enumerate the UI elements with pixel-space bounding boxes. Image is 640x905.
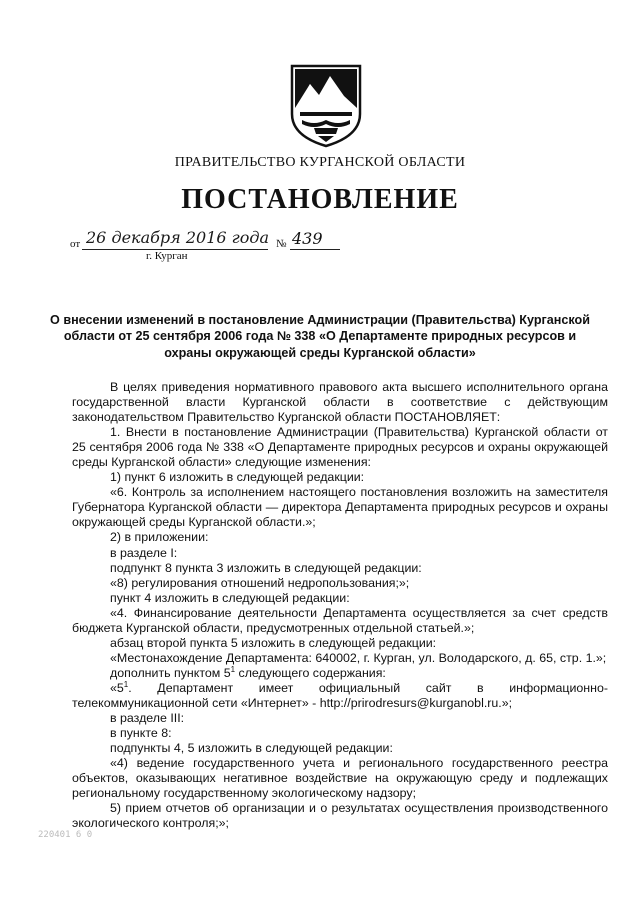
body-paragraph: «4. Финансирование деятельности Департамента осуществляется за счет средств бюджета Курганской области, предусмотренных отдельной статьей.»;	[72, 605, 608, 635]
body-paragraph: подпункт 8 пункта 3 изложить в следующей редакции:	[110, 560, 422, 575]
body-paragraph: пункт 4 изложить в следующей редакции:	[110, 590, 350, 605]
text-run: дополнить пунктом 5	[110, 665, 231, 680]
text-run: . Департамент имеет официальный сайт в информационно-телекоммуникационной сети «Интернет» - http://prirodresurs@kurganobl.ru.»;	[72, 680, 608, 710]
body-paragraph: в пункте 8:	[110, 726, 172, 741]
government-name: ПРАВИТЕЛЬСТВО КУРГАНСКОЙ ОБЛАСТИ	[174, 155, 466, 170]
body-paragraph: «8) регулирования отношений недропользования;»;	[110, 575, 410, 590]
scan-stamp: 220401 6 0	[38, 830, 93, 840]
handwritten-date: 26 декабря 2016 года	[86, 228, 270, 247]
date-prefix: от	[70, 238, 81, 250]
city-label: г. Курган	[146, 250, 188, 262]
body-paragraph: «4) ведение государственного учета и регионального государственного реестра объектов, оказывающих негативное воздействие на окружающую среду и подлежащих региональному государственному экологическому надзору;	[72, 756, 608, 801]
text-run: «5	[110, 680, 124, 695]
text-run: следующего содержания:	[235, 665, 386, 680]
superscript: 1	[230, 664, 236, 674]
number-underline	[290, 249, 340, 250]
handwritten-number: 439	[292, 229, 323, 248]
number-label: №	[276, 238, 287, 250]
body-paragraph	[72, 681, 608, 711]
body-paragraph: «Местонахождение Департамента: 640002, г. Курган, ул. Володарского, д. 65, стр. 1.»;	[110, 650, 607, 665]
body-paragraph: 2) в приложении:	[110, 530, 209, 545]
body-paragraph: 1) пункт 6 изложить в следующей редакции:	[110, 470, 365, 485]
body-paragraph: в разделе III:	[110, 711, 185, 726]
body-paragraph: 1. Внести в постановление Администрации (Правительства) Курганской области от 25 сентября 2006 года № 338 «О Департаменте природных ресурсов и охраны окружающей среды Курганской области» следующие изменения:	[72, 425, 608, 470]
document-body	[72, 380, 608, 831]
body-paragraph: в разделе I:	[110, 545, 178, 560]
body-paragraph: абзац второй пункта 5 изложить в следующей редакции:	[110, 635, 437, 650]
document-title: ПОСТАНОВЛЕНИЕ	[181, 184, 459, 215]
superscript: 1	[123, 679, 129, 689]
date-number-line	[70, 228, 370, 278]
resolution-heading: О внесении изменений в постановление Администрации (Правительства) Курганской области от 25 сентября 2006 года № 338 «О Департаменте природных ресурсов и охраны окружающей среды Курганской области»	[50, 313, 590, 360]
body-paragraph: подпункты 4, 5 изложить в следующей редакции:	[110, 741, 393, 756]
coat-of-arms-emblem	[286, 62, 366, 148]
body-paragraph	[72, 666, 608, 681]
body-paragraph: 5) прием отчетов об организации и о результатах осуществления производственного экологического контроля;»;	[72, 801, 608, 831]
body-paragraph: В целях приведения нормативного правового акта высшего исполнительного органа государственной власти Курганской области в соответствие с действующим законодательством Правительство Курганской области ПОСТАНОВЛЯЕТ:	[72, 380, 608, 425]
body-paragraph: «6. Контроль за исполнением настоящего постановления возложить на заместителя Губернатора Курганской области — директора Департамента природных ресурсов и охраны окружающей среды Курганской области.»;	[72, 485, 608, 530]
